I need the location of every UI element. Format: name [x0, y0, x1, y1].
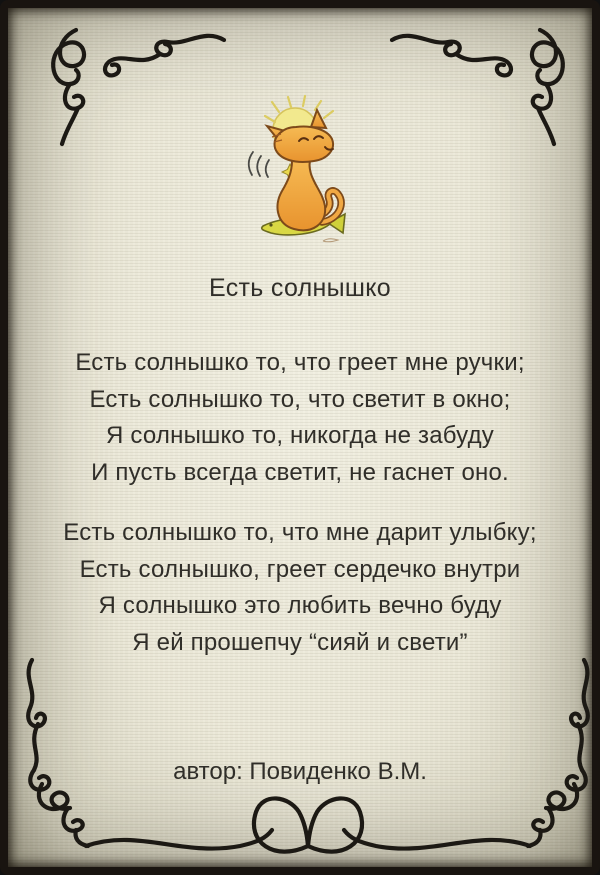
poem-title: Есть солнышко [209, 274, 391, 302]
cat-icon [267, 110, 341, 230]
poem-line: Есть солнышко то, что мне дарит улыбку; [63, 519, 537, 546]
motion-lines-icon [249, 152, 269, 177]
poem-line: Есть солнышко то, что светит в окно; [89, 385, 511, 413]
poem-line: Я солнышко то, никогда не забуду [106, 422, 494, 449]
stanza-1 [8, 345, 592, 491]
poem-line: И пусть всегда светит, не гаснет оно. [91, 458, 509, 486]
poem-line: Я солнышко это любить вечно буду [98, 592, 502, 619]
stanza-2 [8, 515, 592, 661]
author-credit: автор: Повиденко В.М. [173, 758, 427, 785]
poem-line: Есть солнышко, греет сердечко внутри [79, 555, 521, 583]
artist-signature [323, 239, 338, 242]
poem-line: Есть солнышко то, что греет мне ручки; [75, 349, 525, 376]
cat-sun-illustration [235, 94, 365, 249]
poem-line: Я ей прошепчу “сияй и свети” [132, 628, 468, 656]
